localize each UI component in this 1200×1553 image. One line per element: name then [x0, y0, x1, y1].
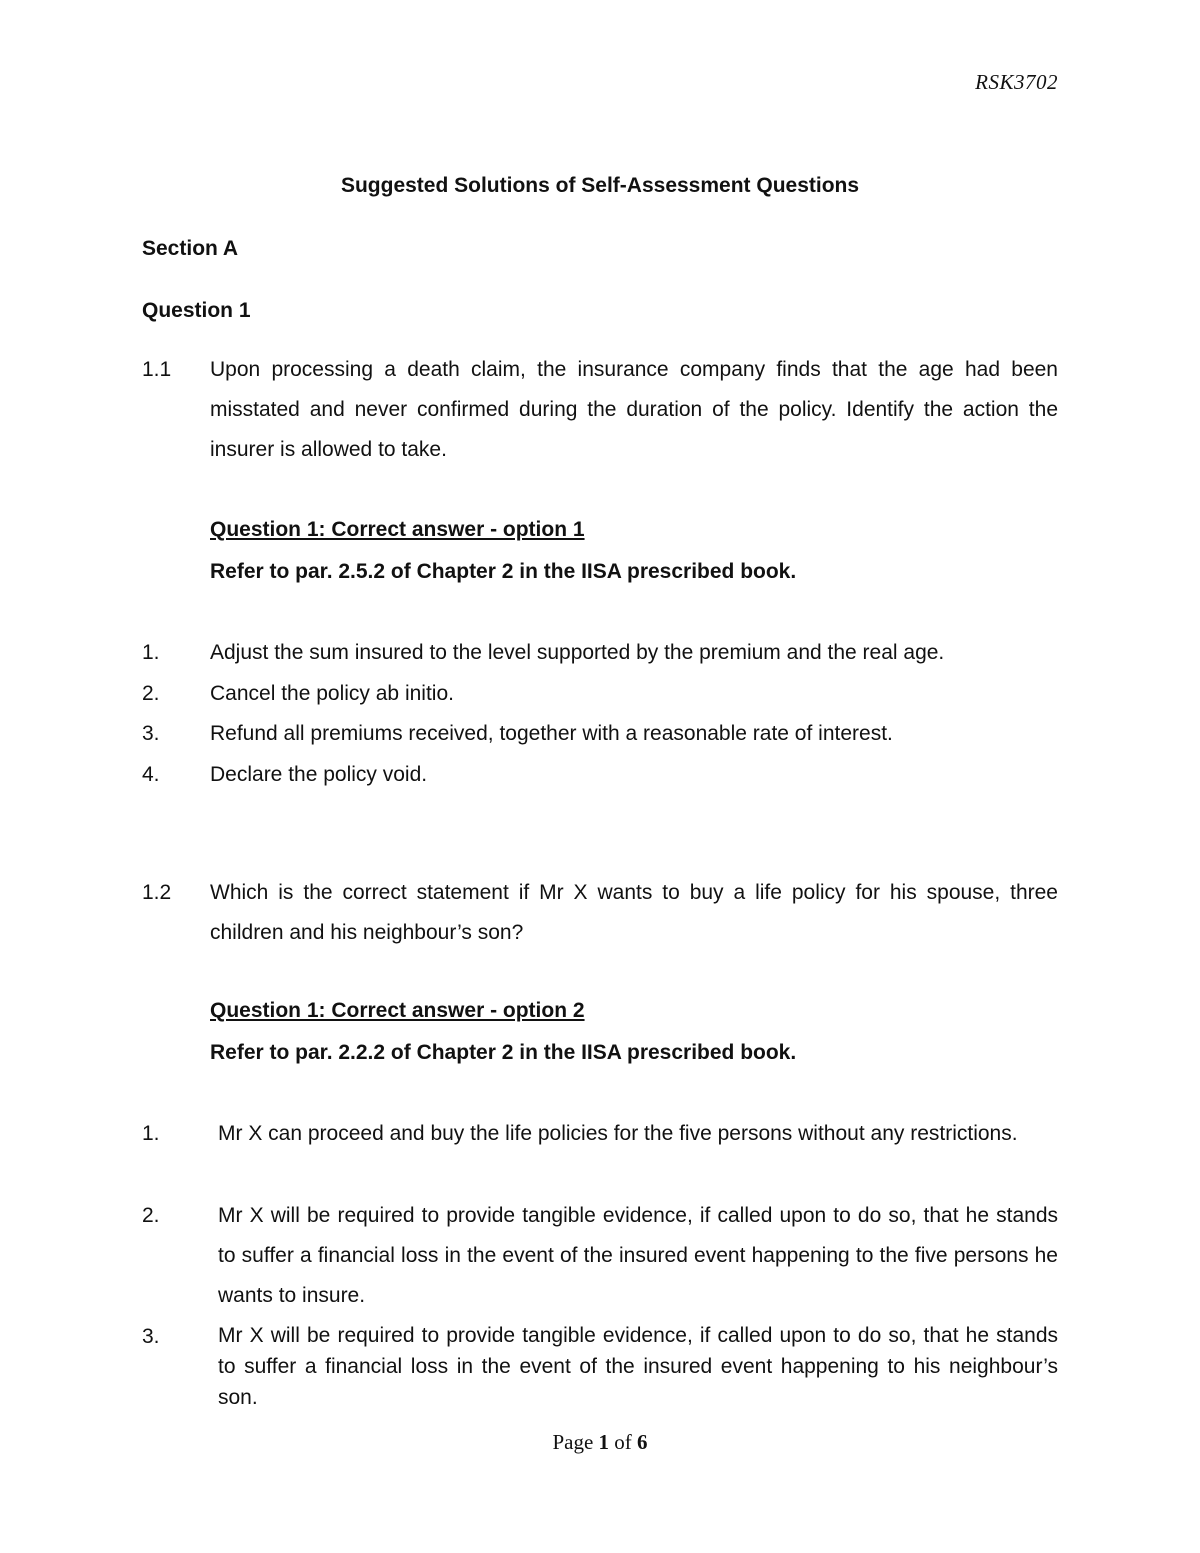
page-total: 6 — [637, 1430, 648, 1454]
of-label: of — [614, 1430, 632, 1454]
option-text: Refund all premiums received, together with a reasonable rate of interest. — [210, 722, 893, 745]
option-text: Adjust the sum insured to the level supported by the premium and the real age. — [210, 641, 945, 664]
option-number: 3. — [142, 722, 160, 745]
reference: Refer to par. 2.2.2 of Chapter 2 in the IISA prescribed book. — [210, 1041, 797, 1064]
page-label: Page — [552, 1430, 594, 1454]
question-number: 1.1 — [142, 358, 172, 381]
option-number: 2. — [142, 1204, 160, 1227]
question-heading: Question 1 — [142, 299, 251, 322]
option-number: 1. — [142, 641, 160, 664]
question-number: 1.2 — [142, 881, 172, 904]
course-code: RSK3702 — [975, 70, 1058, 94]
question-text: Upon processing a death claim, the insurance company finds that the age had been misstated and never confirmed during the duration of the policy. Identify the action the insurer is allowed to take. — [210, 358, 1058, 461]
page-footer — [0, 1430, 1200, 1455]
reference: Refer to par. 2.5.2 of Chapter 2 in the IISA prescribed book. — [210, 560, 797, 583]
option-text: Cancel the policy ab initio. — [210, 682, 454, 705]
page-title: Suggested Solutions of Self-Assessment Questions — [340, 174, 860, 197]
option-number: 3. — [142, 1325, 160, 1348]
option-number: 4. — [142, 763, 160, 786]
option-text: Mr X will be required to provide tangible evidence, if called upon to do so, that he stands to suffer a financial loss in the event of the insured event happening to the five persons he wants to insure. — [218, 1204, 1058, 1307]
question-text: Which is the correct statement if Mr X wants to buy a life policy for his spouse, three children and his neighbour’s son? — [210, 881, 1058, 944]
option-number: 1. — [142, 1122, 160, 1145]
correct-answer: Question 1: Correct answer - option 1 — [210, 518, 585, 541]
option-text: Mr X can proceed and buy the life policies for the five persons without any restrictions. — [218, 1122, 1018, 1145]
correct-answer: Question 1: Correct answer - option 2 — [210, 999, 585, 1022]
section-heading: Section A — [142, 237, 239, 260]
option-text: Mr X will be required to provide tangible evidence, if called upon to do so, that he stands to suffer a financial loss in the event of the insured event happening to his neighbour’s son. — [218, 1324, 1058, 1409]
option-number: 2. — [142, 682, 160, 705]
option-text: Declare the policy void. — [210, 763, 428, 786]
page-current: 1 — [598, 1430, 610, 1454]
